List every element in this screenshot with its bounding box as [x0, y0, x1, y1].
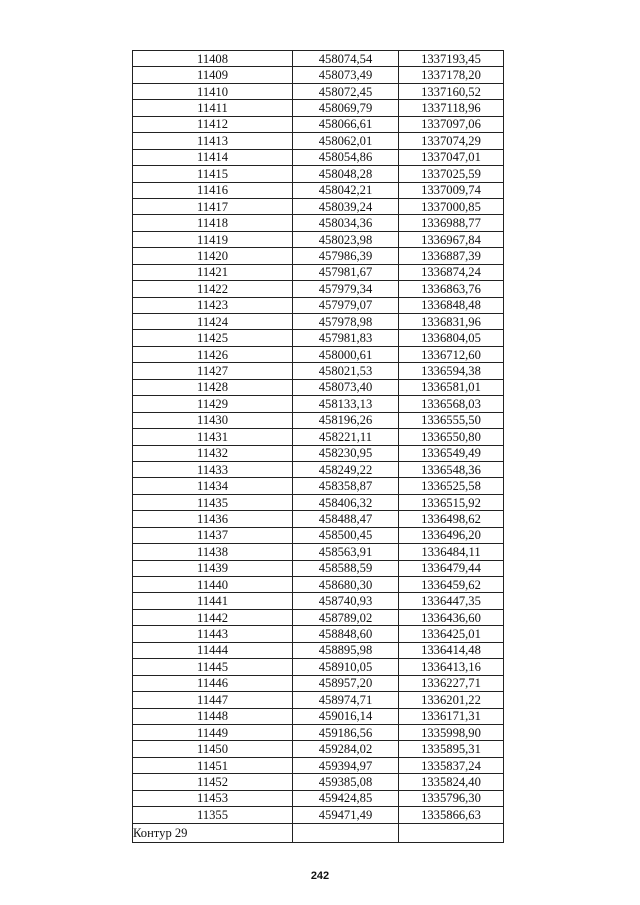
y-coordinate-cell: 1336863,76 [399, 281, 504, 297]
y-coordinate-cell: 1336804,05 [399, 330, 504, 346]
point-number-cell: 11410 [133, 83, 293, 99]
point-number-cell: 11413 [133, 133, 293, 149]
y-coordinate-cell: 1336515,92 [399, 494, 504, 510]
table-row [133, 642, 504, 658]
table-row [133, 429, 504, 445]
point-number-cell: 11446 [133, 675, 293, 691]
contour-label: Контур 29 [133, 823, 293, 842]
y-coordinate-cell: 1335824,40 [399, 774, 504, 790]
table-row [133, 198, 504, 214]
x-coordinate-cell: 458054,86 [293, 149, 399, 165]
point-number-cell: 11430 [133, 412, 293, 428]
x-coordinate-cell: 458042,21 [293, 182, 399, 198]
point-number-cell: 11440 [133, 577, 293, 593]
point-number-cell: 11452 [133, 774, 293, 790]
table-row [133, 708, 504, 724]
x-coordinate-cell: 459424,85 [293, 790, 399, 806]
y-coordinate-cell: 1336459,62 [399, 577, 504, 593]
table-row [133, 379, 504, 395]
point-number-cell: 11408 [133, 51, 293, 67]
x-coordinate-cell: 458069,79 [293, 100, 399, 116]
x-coordinate-cell: 458048,28 [293, 166, 399, 182]
y-coordinate-cell: 1336967,84 [399, 231, 504, 247]
point-number-cell: 11437 [133, 527, 293, 543]
x-coordinate-cell: 458848,60 [293, 626, 399, 642]
coordinates-table [132, 50, 504, 843]
x-coordinate-cell: 458500,45 [293, 527, 399, 543]
point-number-cell: 11443 [133, 626, 293, 642]
point-number-cell: 11409 [133, 67, 293, 83]
x-coordinate-cell: 459284,02 [293, 741, 399, 757]
y-coordinate-cell: 1336550,80 [399, 429, 504, 445]
y-coordinate-cell: 1336525,58 [399, 478, 504, 494]
point-number-cell: 11421 [133, 264, 293, 280]
y-coordinate-cell: 1336548,36 [399, 461, 504, 477]
table-row [133, 182, 504, 198]
x-coordinate-cell: 458062,01 [293, 133, 399, 149]
table-row [133, 609, 504, 625]
x-coordinate-cell: 458000,61 [293, 346, 399, 362]
table-row [133, 83, 504, 99]
x-coordinate-cell: 458221,11 [293, 429, 399, 445]
x-coordinate-cell: 458039,24 [293, 198, 399, 214]
point-number-cell: 11439 [133, 560, 293, 576]
table-row [133, 675, 504, 691]
point-number-cell: 11422 [133, 281, 293, 297]
y-coordinate-cell: 1335866,63 [399, 807, 504, 823]
point-number-cell: 11431 [133, 429, 293, 445]
table-row [133, 346, 504, 362]
x-coordinate-cell: 457981,67 [293, 264, 399, 280]
table-row [133, 593, 504, 609]
x-coordinate-cell: 458073,49 [293, 67, 399, 83]
x-coordinate-cell: 458740,93 [293, 593, 399, 609]
y-coordinate-cell: 1336581,01 [399, 379, 504, 395]
point-number-cell: 11424 [133, 314, 293, 330]
table-row [133, 527, 504, 543]
table-row [133, 330, 504, 346]
table-row [133, 264, 504, 280]
table-row [133, 166, 504, 182]
y-coordinate-cell: 1336549,49 [399, 445, 504, 461]
point-number-cell: 11423 [133, 297, 293, 313]
y-coordinate-cell: 1336831,96 [399, 314, 504, 330]
table-row [133, 741, 504, 757]
point-number-cell: 11425 [133, 330, 293, 346]
point-number-cell: 11434 [133, 478, 293, 494]
x-coordinate-cell: 458249,22 [293, 461, 399, 477]
y-coordinate-cell: 1336447,35 [399, 593, 504, 609]
point-number-cell: 11450 [133, 741, 293, 757]
point-number-cell: 11412 [133, 116, 293, 132]
x-coordinate-cell: 458358,87 [293, 478, 399, 494]
table-row [133, 133, 504, 149]
table-row [133, 577, 504, 593]
point-number-cell: 11428 [133, 379, 293, 395]
x-coordinate-cell: 458034,36 [293, 215, 399, 231]
y-coordinate-cell: 1336887,39 [399, 248, 504, 264]
table-row [133, 807, 504, 823]
table-row [133, 560, 504, 576]
point-number-cell: 11411 [133, 100, 293, 116]
x-coordinate-cell: 457981,83 [293, 330, 399, 346]
table-row [133, 478, 504, 494]
point-number-cell: 11449 [133, 724, 293, 740]
table-row [133, 363, 504, 379]
point-number-cell: 11416 [133, 182, 293, 198]
y-coordinate-cell: 1336712,60 [399, 346, 504, 362]
x-coordinate-cell: 458563,91 [293, 544, 399, 560]
point-number-cell: 11432 [133, 445, 293, 461]
point-number-cell: 11444 [133, 642, 293, 658]
y-coordinate-cell: 1337047,01 [399, 149, 504, 165]
x-coordinate-cell: 457979,07 [293, 297, 399, 313]
table-row [133, 100, 504, 116]
x-coordinate-cell: 458023,98 [293, 231, 399, 247]
y-coordinate-cell: 1336436,60 [399, 609, 504, 625]
table-row [133, 281, 504, 297]
table-row [133, 231, 504, 247]
y-coordinate-cell: 1336171,31 [399, 708, 504, 724]
table-row [133, 774, 504, 790]
y-coordinate-cell: 1336414,48 [399, 642, 504, 658]
point-number-cell: 11445 [133, 659, 293, 675]
contour-empty-y [399, 823, 504, 842]
point-number-cell: 11420 [133, 248, 293, 264]
table-row [133, 248, 504, 264]
contour-empty-x [293, 823, 399, 842]
point-number-cell: 11427 [133, 363, 293, 379]
y-coordinate-cell: 1336413,16 [399, 659, 504, 675]
point-number-cell: 11453 [133, 790, 293, 806]
x-coordinate-cell: 458910,05 [293, 659, 399, 675]
table-row [133, 445, 504, 461]
table-row [133, 692, 504, 708]
point-number-cell: 11438 [133, 544, 293, 560]
x-coordinate-cell: 458588,59 [293, 560, 399, 576]
contour-row [133, 823, 504, 842]
x-coordinate-cell: 458789,02 [293, 609, 399, 625]
y-coordinate-cell: 1337074,29 [399, 133, 504, 149]
x-coordinate-cell: 459016,14 [293, 708, 399, 724]
y-coordinate-cell: 1336988,77 [399, 215, 504, 231]
x-coordinate-cell: 458133,13 [293, 396, 399, 412]
y-coordinate-cell: 1336201,22 [399, 692, 504, 708]
table-row [133, 215, 504, 231]
y-coordinate-cell: 1337118,96 [399, 100, 504, 116]
x-coordinate-cell: 457986,39 [293, 248, 399, 264]
point-number-cell: 11433 [133, 461, 293, 477]
point-number-cell: 11355 [133, 807, 293, 823]
y-coordinate-cell: 1336594,38 [399, 363, 504, 379]
y-coordinate-cell: 1337097,06 [399, 116, 504, 132]
table-row [133, 790, 504, 806]
table-row [133, 494, 504, 510]
y-coordinate-cell: 1337025,59 [399, 166, 504, 182]
y-coordinate-cell: 1337160,52 [399, 83, 504, 99]
table-row [133, 544, 504, 560]
x-coordinate-cell: 458021,53 [293, 363, 399, 379]
y-coordinate-cell: 1335796,30 [399, 790, 504, 806]
point-number-cell: 11414 [133, 149, 293, 165]
table-row [133, 67, 504, 83]
y-coordinate-cell: 1336496,20 [399, 527, 504, 543]
table-row [133, 626, 504, 642]
x-coordinate-cell: 457978,98 [293, 314, 399, 330]
point-number-cell: 11447 [133, 692, 293, 708]
table-row [133, 461, 504, 477]
x-coordinate-cell: 458072,45 [293, 83, 399, 99]
point-number-cell: 11415 [133, 166, 293, 182]
point-number-cell: 11435 [133, 494, 293, 510]
point-number-cell: 11436 [133, 511, 293, 527]
y-coordinate-cell: 1337009,74 [399, 182, 504, 198]
x-coordinate-cell: 458230,95 [293, 445, 399, 461]
table-row [133, 724, 504, 740]
page-number: 242 [310, 870, 330, 882]
y-coordinate-cell: 1336227,71 [399, 675, 504, 691]
table-row [133, 659, 504, 675]
y-coordinate-cell: 1337193,45 [399, 51, 504, 67]
x-coordinate-cell: 459186,56 [293, 724, 399, 740]
y-coordinate-cell: 1335998,90 [399, 724, 504, 740]
coordinates-table-body [133, 51, 504, 843]
x-coordinate-cell: 459385,08 [293, 774, 399, 790]
x-coordinate-cell: 459471,49 [293, 807, 399, 823]
y-coordinate-cell: 1337000,85 [399, 198, 504, 214]
x-coordinate-cell: 457979,34 [293, 281, 399, 297]
y-coordinate-cell: 1336848,48 [399, 297, 504, 313]
x-coordinate-cell: 458895,98 [293, 642, 399, 658]
table-row [133, 297, 504, 313]
point-number-cell: 11417 [133, 198, 293, 214]
x-coordinate-cell: 459394,97 [293, 757, 399, 773]
x-coordinate-cell: 458488,47 [293, 511, 399, 527]
table-row [133, 116, 504, 132]
y-coordinate-cell: 1335895,31 [399, 741, 504, 757]
y-coordinate-cell: 1336568,03 [399, 396, 504, 412]
point-number-cell: 11418 [133, 215, 293, 231]
table-row [133, 511, 504, 527]
x-coordinate-cell: 458680,30 [293, 577, 399, 593]
y-coordinate-cell: 1336874,24 [399, 264, 504, 280]
x-coordinate-cell: 458196,26 [293, 412, 399, 428]
y-coordinate-cell: 1336479,44 [399, 560, 504, 576]
point-number-cell: 11451 [133, 757, 293, 773]
y-coordinate-cell: 1335837,24 [399, 757, 504, 773]
y-coordinate-cell: 1336498,62 [399, 511, 504, 527]
table-row [133, 314, 504, 330]
x-coordinate-cell: 458074,54 [293, 51, 399, 67]
y-coordinate-cell: 1336484,11 [399, 544, 504, 560]
table-row [133, 149, 504, 165]
table-row [133, 51, 504, 67]
point-number-cell: 11429 [133, 396, 293, 412]
y-coordinate-cell: 1336555,50 [399, 412, 504, 428]
point-number-cell: 11426 [133, 346, 293, 362]
x-coordinate-cell: 458406,32 [293, 494, 399, 510]
x-coordinate-cell: 458066,61 [293, 116, 399, 132]
point-number-cell: 11448 [133, 708, 293, 724]
x-coordinate-cell: 458974,71 [293, 692, 399, 708]
table-row [133, 396, 504, 412]
table-row [133, 757, 504, 773]
y-coordinate-cell: 1337178,20 [399, 67, 504, 83]
table-row [133, 412, 504, 428]
x-coordinate-cell: 458957,20 [293, 675, 399, 691]
point-number-cell: 11442 [133, 609, 293, 625]
x-coordinate-cell: 458073,40 [293, 379, 399, 395]
point-number-cell: 11419 [133, 231, 293, 247]
point-number-cell: 11441 [133, 593, 293, 609]
y-coordinate-cell: 1336425,01 [399, 626, 504, 642]
